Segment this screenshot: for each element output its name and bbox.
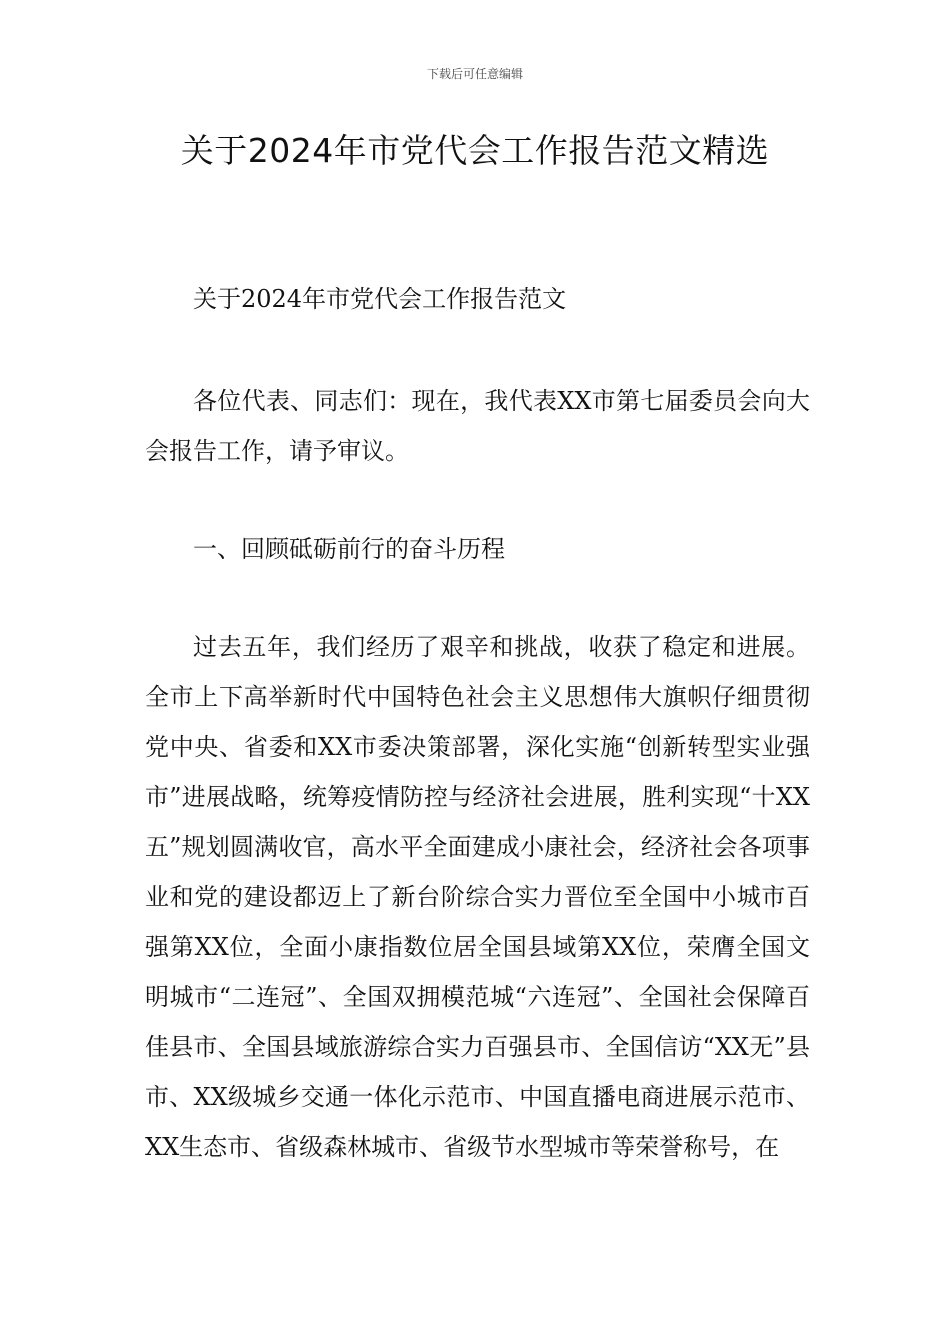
subtitle-text: 关于2024年市党代会工作报告范文 [193, 285, 567, 313]
greeting-text: 各位代表、同志们：现在，我代表XX市第七届委员会向大会报告工作，请予审议。 [145, 387, 810, 465]
body-paragraph [145, 622, 810, 1172]
document-subtitle [145, 274, 810, 324]
document-title: 关于2024年市党代会工作报告范文精选 [180, 131, 770, 170]
greeting-paragraph [145, 376, 810, 476]
body-paragraph-text: 过去五年，我们经历了艰辛和挑战，收获了稳定和进展。全市上下高举新时代中国特色社会主义思想伟大旗帜仔细贯彻党中央、省委和XX市委决策部署，深化实施“创新转型实业强市”进展战略，统筹疫情防控与经济社会进展，胜利实现“十XX五”规划圆满收官，高水平全面建成小康社会，经济社会各项事业和党的建设都迈上了新台阶综合实力晋位至全国中小城市百强第XX位，全面小康指数位居全国县域第XX位，荣膺全国文明城市“二连冠”、全国双拥模范城“六连冠”、全国社会保障百佳县市、全国县域旅游综合实力百强县市、全国信访“XX无”县市、XX级城乡交通一体化示范市、中国直播电商进展示范市、XX生态市、省级森林城市、省级节水型城市等荣誉称号，在 [145, 633, 810, 1161]
section-heading-text: 一、回顾砥砺前行的奋斗历程 [193, 535, 505, 563]
section-heading [145, 524, 810, 574]
header-note: 下载后可任意编辑 [426, 67, 523, 81]
